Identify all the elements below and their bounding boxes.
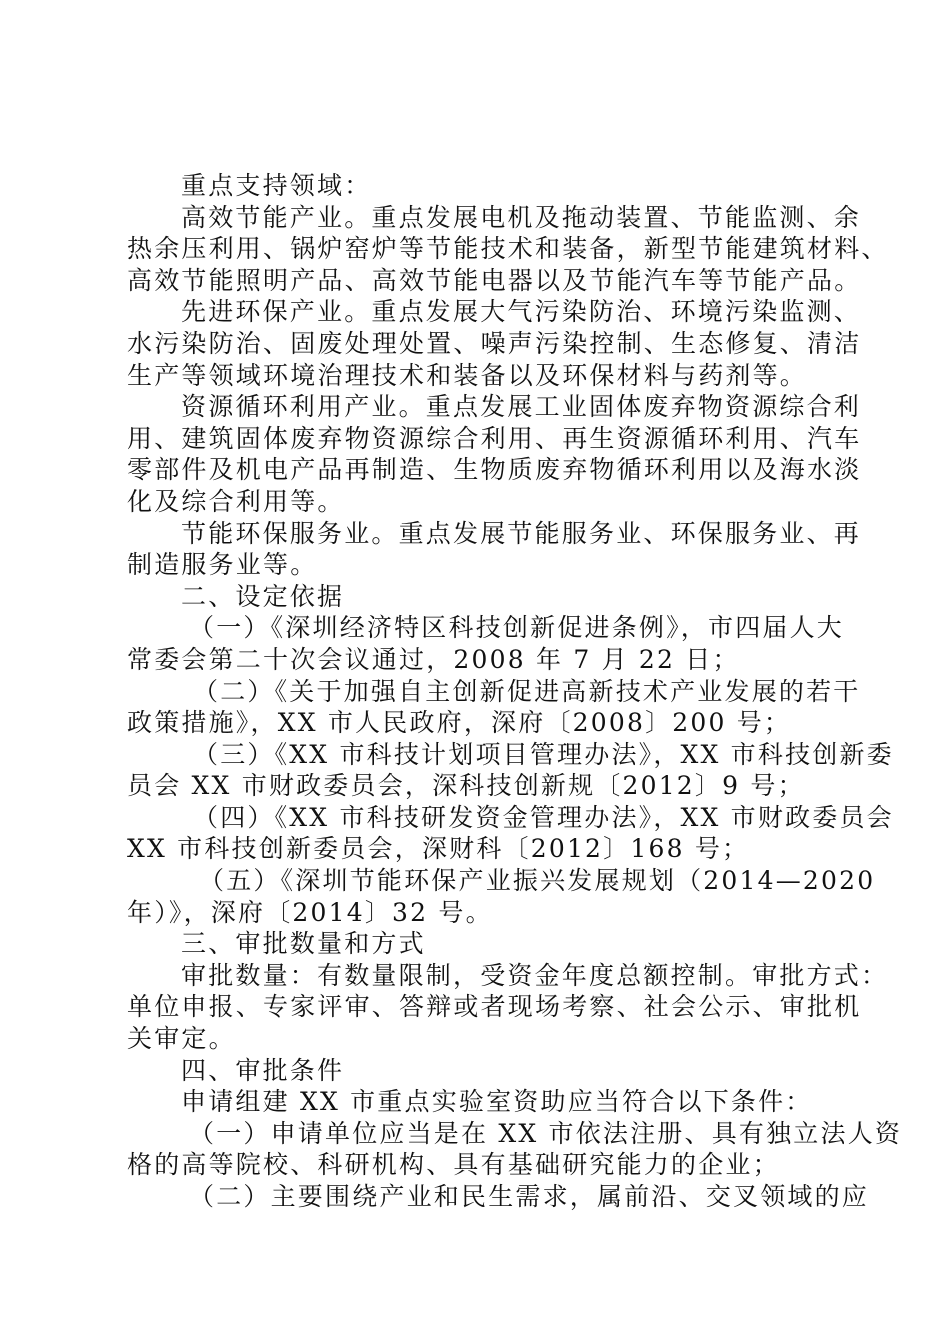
text-line: 先进环保产业。重点发展大气污染防治、环境污染监测、: [181, 297, 862, 327]
text-line: 政策措施》，XX 市人民政府，深府〔2008〕200 号；: [127, 708, 792, 738]
text-line: 重点支持领域：: [181, 171, 372, 200]
text-line: （二）主要围绕产业和民生需求，属前沿、交叉领域的应: [189, 1182, 870, 1211]
text-line: 单位申报、专家评审、答辩或者现场考察、社会公示、审批机: [127, 992, 862, 1022]
text-line: 关审定。: [127, 1024, 236, 1054]
text-line: 水污染防治、固废处理处置、噪声污染控制、生态修复、清洁: [127, 328, 862, 358]
text-line: （四）《XX 市科技研发资金管理办法》，XX 市财政委员会: [193, 802, 894, 832]
text-line: 审批数量：有数量限制，受资金年度总额控制。审批方式：: [181, 960, 889, 990]
text-line: 资源循环利用产业。重点发展工业固体废弃物资源综合利: [181, 392, 862, 422]
text-line: 生产等领域环境治理技术和装备以及环保材料与药剂等。: [127, 360, 808, 390]
text-line: 制造服务业等。: [127, 550, 318, 580]
text-line: （一）《深圳经济特区科技创新促进条例》，市四届人大: [189, 613, 845, 643]
text-line: 年）》，深府〔2014〕32 号。: [127, 897, 493, 927]
text-line: 三、审批数量和方式: [181, 929, 426, 959]
text-line: XX 市科技创新委员会，深财科〔2012〕168 号；: [127, 834, 750, 864]
document-body: [127, 170, 903, 1213]
text-line: 格的高等院校、科研机构、具有基础研究能力的企业；: [127, 1150, 780, 1180]
text-line: 热余压利用、锅炉窑炉等节能技术和装备，新型节能建筑材料、: [127, 234, 889, 264]
text-line: （五）《深圳节能环保产业振兴发展规划（2014—2020: [199, 866, 876, 896]
text-line: （三）《XX 市科技计划项目管理办法》，XX 市科技创新委: [193, 739, 894, 769]
text-line: 常委会第二十次会议通过，2008 年 7 月 22 日；: [127, 644, 740, 674]
text-line: 四、审批条件: [181, 1055, 345, 1085]
text-line: （一）申请单位应当是在 XX 市依法注册、具有独立法人资: [189, 1118, 903, 1148]
text-line: 高效节能照明产品、高效节能电器以及节能汽车等节能产品。: [127, 265, 862, 295]
text-line: 化及综合利用等。: [127, 486, 345, 516]
text-line: 用、建筑固体废弃物资源综合利用、再生资源循环利用、汽车: [127, 423, 862, 453]
text-line: 员会 XX 市财政委员会，深科技创新规〔2012〕9 号；: [127, 771, 805, 801]
text-line: 二、设定依据: [181, 581, 345, 611]
text-line: 零部件及机电产品再制造、生物质废弃物循环利用以及海水淡: [127, 455, 862, 485]
text-line: （二）《关于加强自主创新促进高新技术产业发展的若干: [193, 676, 861, 706]
text-line: 节能环保服务业。重点发展节能服务业、环保服务业、再: [181, 518, 862, 548]
text-line: 高效节能产业。重点发展电机及拖动装置、节能监测、余: [181, 202, 862, 232]
text-line: 申请组建 XX 市重点实验室资助应当符合以下条件：: [181, 1087, 813, 1117]
